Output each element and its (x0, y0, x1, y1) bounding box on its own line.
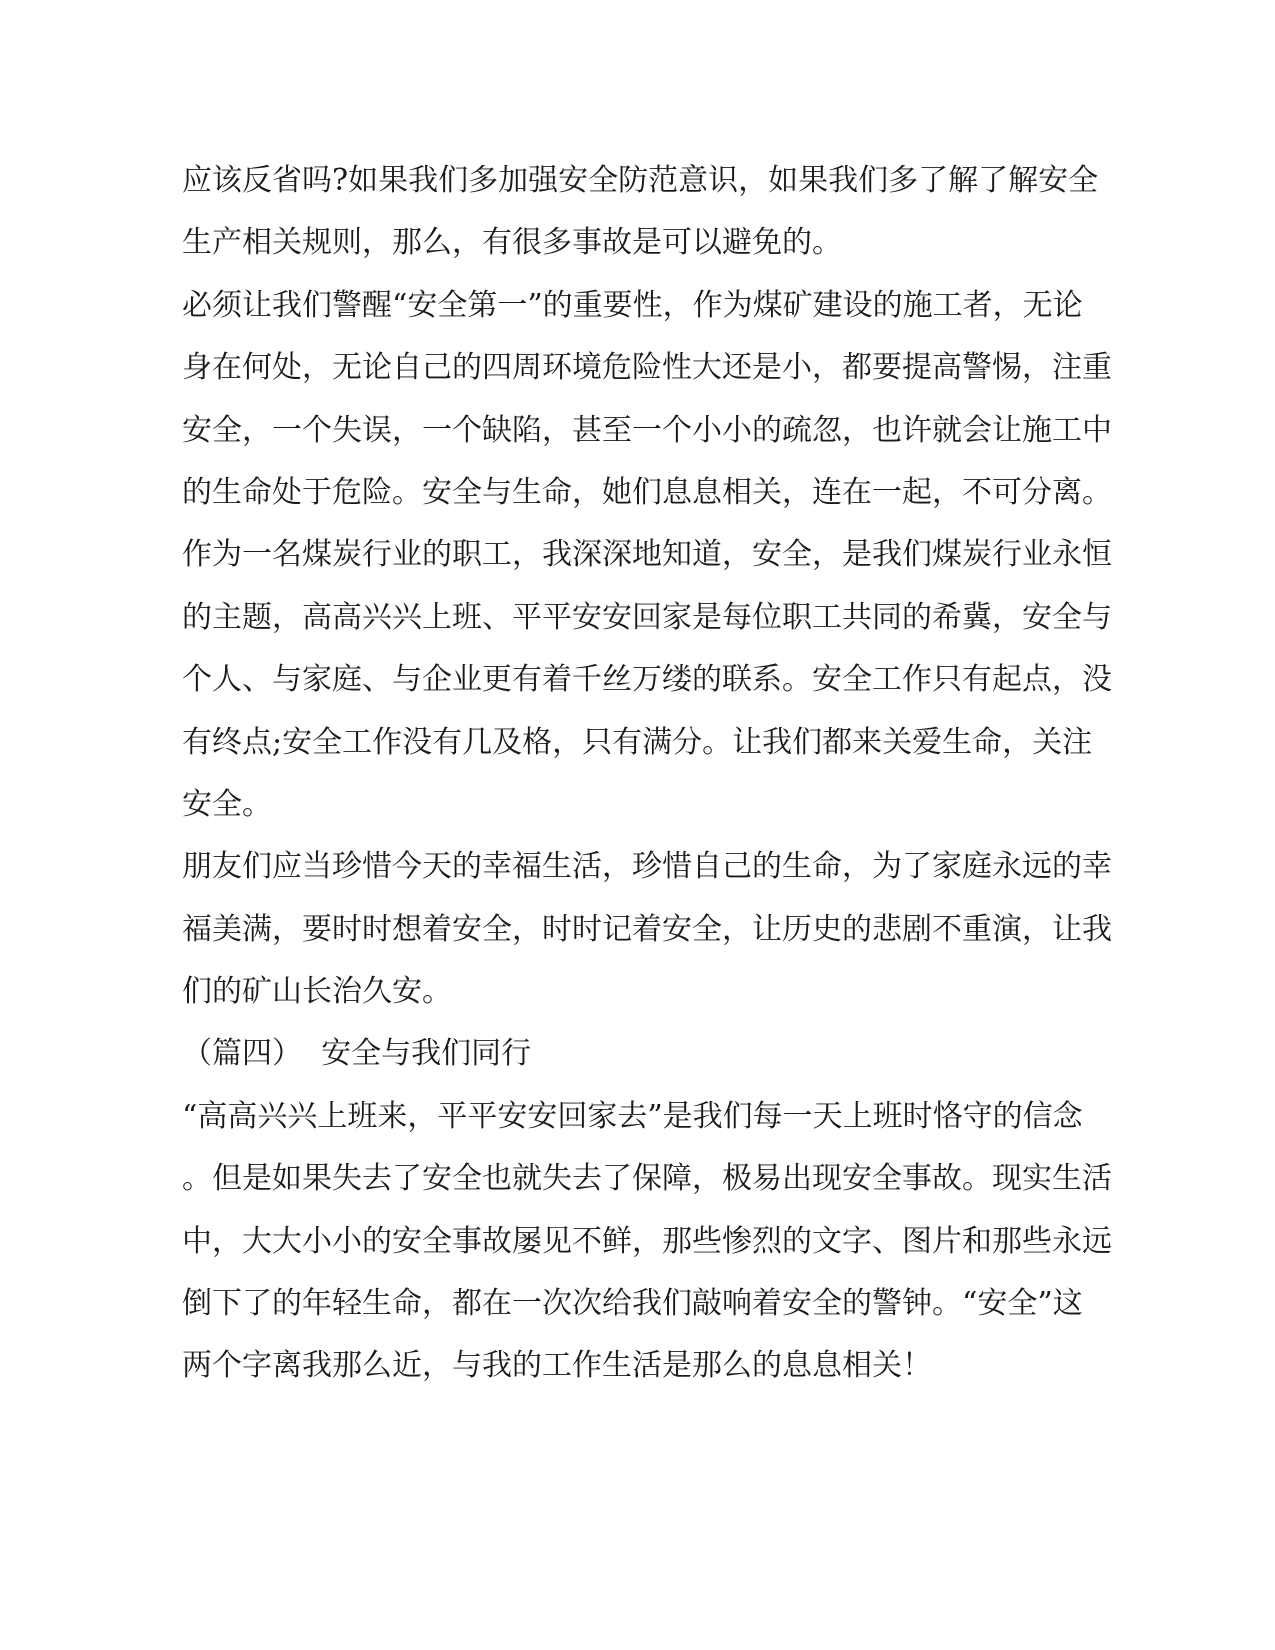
text-line: 福美满，要时时想着安全，时时记着安全，让历史的悲剧不重演，让我 (182, 911, 1112, 947)
text-line: 的主题，高高兴兴上班、平平安安回家是每位职工共同的希冀，安全与 (182, 599, 1112, 635)
text-line: 朋友们应当珍惜今天的幸福生活，珍惜自己的生命，为了家庭永远的幸 (182, 849, 1112, 885)
text-line: 必须让我们警醒“安全第一”的重要性，作为煤矿建设的施工者，无论 (182, 287, 1083, 323)
text-line: 中，大大小小的安全事故屡见不鲜，那些惨烈的文字、图片和那些永远 (182, 1223, 1112, 1259)
section-heading: （篇四） 安全与我们同行 (182, 1036, 532, 1072)
text-line: 身在何处，无论自己的四周环境危险性大还是小，都要提高警惕，注重 (182, 350, 1112, 386)
text-line: 安全。 (182, 786, 272, 822)
text-line: 安全，一个失误，一个缺陷，甚至一个小小的疏忽，也许就会让施工中 (182, 412, 1112, 448)
text-line: “高高兴兴上班来，平平安安回家去”是我们每一天上班时恪守的信念 (182, 1098, 1083, 1134)
text-line: 个人、与家庭、与企业更有着千丝万缕的联系。安全工作只有起点，没 (182, 662, 1112, 698)
text-line: 。但是如果失去了安全也就失去了保障，极易出现安全事故。现实生活 (182, 1161, 1112, 1197)
text-line: 们的矿山长治久安。 (182, 974, 452, 1010)
text-line: 两个字离我那么近，与我的工作生活是那么的息息相关！ (182, 1348, 932, 1384)
text-line: 生产相关规则，那么，有很多事故是可以避免的。 (182, 225, 842, 261)
document-page (182, 150, 1112, 1398)
text-line: 倒下了的年轻生命，都在一次次给我们敲响着安全的警钟。“安全”这 (182, 1286, 1083, 1322)
text-line: 有终点;安全工作没有几及格，只有满分。让我们都来关爱生命，关注 (182, 724, 1093, 760)
text-line: 应该反省吗?如果我们多加强安全防范意识，如果我们多了解了解安全 (182, 163, 1099, 198)
text-line: 的生命处于危险。安全与生命，她们息息相关，连在一起，不可分离。 (182, 474, 1112, 510)
text-line: 作为一名煤炭行业的职工，我深深地知道，安全，是我们煤炭行业永恒 (182, 537, 1112, 573)
